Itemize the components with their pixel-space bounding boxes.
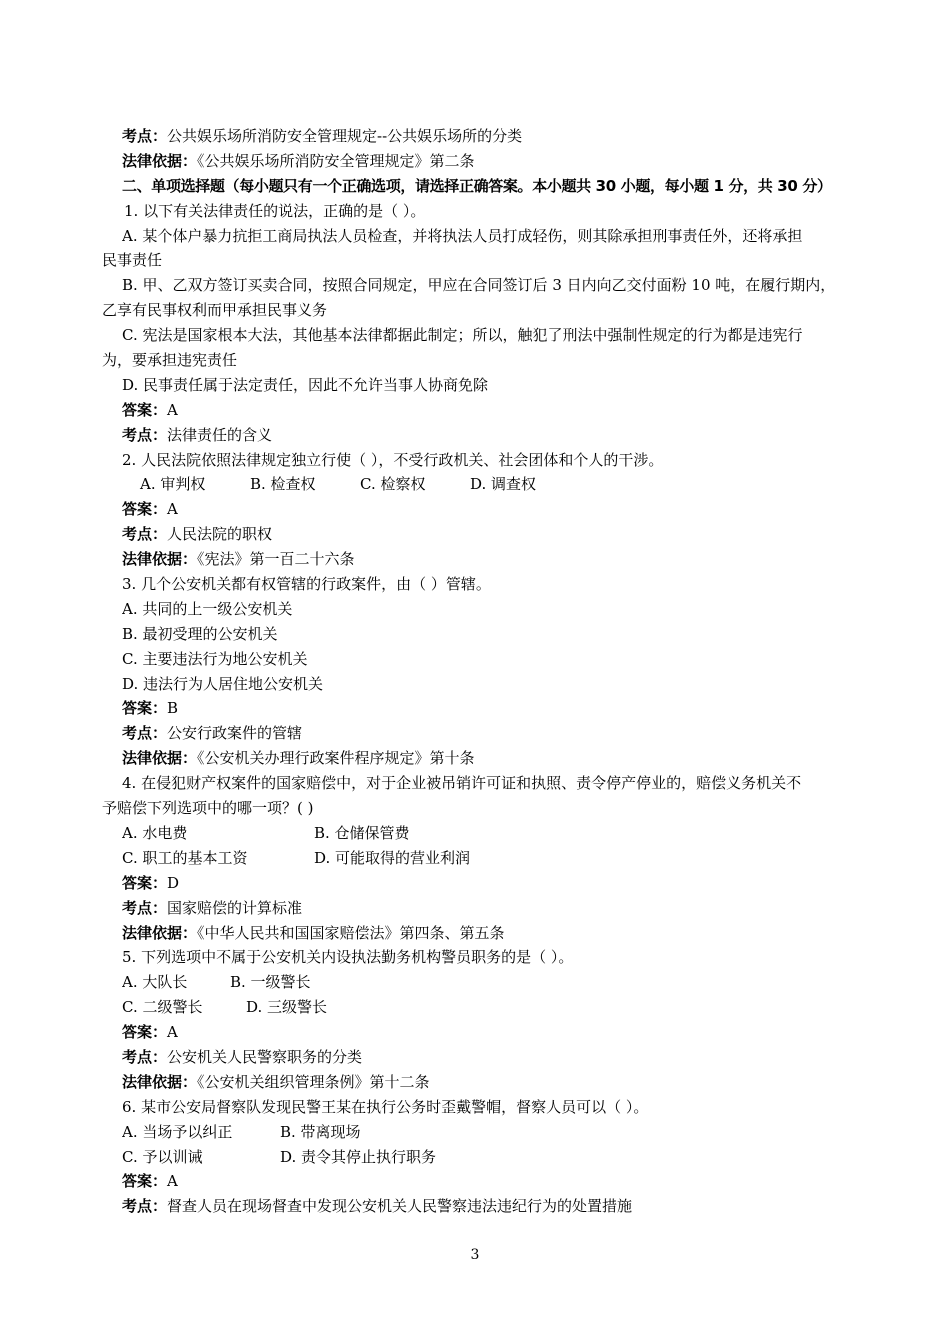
q4-law (122, 921, 864, 946)
q4-option-d: D. 可能取得的营业利润 (314, 848, 471, 867)
kd-label: 考点： (122, 724, 168, 743)
answer-value: A (167, 500, 178, 519)
q1-kd (122, 423, 864, 448)
kd-label: 考点： (122, 1047, 168, 1066)
q6-option-a: A. 当场予以纠正 (122, 1122, 233, 1141)
answer-label: 答案： (122, 1023, 168, 1042)
q6-option-b: B. 带离现场 (280, 1122, 361, 1141)
q2-option-c: C. 检察权 (360, 475, 426, 494)
q1-option-d: D. 民事责任属于法定责任，因此不允许当事人协商免除 (122, 375, 489, 394)
answer-label: 答案： (122, 1172, 168, 1191)
section-heading: 二、单项选择题（每小题只有一个正确选项，请选择正确答案。本小题共 30 小题，每小题 1 分，共 30 分） (122, 176, 832, 195)
page-number: 3 (470, 1247, 480, 1263)
kd-text: 国家赔偿的计算标准 (167, 898, 303, 917)
q6-answer (122, 1169, 864, 1194)
kd-text: 公安行政案件的管辖 (167, 724, 303, 743)
q4-options-row2 (122, 846, 864, 871)
q5-kd (122, 1045, 864, 1070)
kd-label: 考点： (122, 1197, 168, 1216)
q6-kd (122, 1194, 864, 1219)
law-text: 《公安机关办理行政案件程序规定》第十条 (197, 749, 475, 768)
kd-text: 法律责任的含义 (167, 425, 273, 444)
question-4-line1: 4. 在侵犯财产权案件的国家赔偿中，对于企业被吊销许可证和执照、责令停产停业的，赔偿义务机关不 (122, 774, 802, 793)
kd-label: 考点： (122, 127, 168, 145)
q2-options (122, 472, 864, 497)
q5-option-a: A. 大队长 (122, 973, 188, 992)
q4-options-row1 (122, 821, 864, 846)
q1-option-c-line1: C. 宪法是国家根本大法，其他基本法律都据此制定；所以，触犯了刑法中强制性规定的行为都是违宪行 (122, 326, 803, 345)
kd-text: 督查人员在现场督查中发现公安机关人民警察违法违纪行为的处置措施 (167, 1197, 633, 1216)
law-label: 法律依据： (122, 151, 198, 170)
law-label: 法律依据： (122, 923, 198, 942)
answer-value: A (167, 1172, 178, 1191)
q4-option-a: A. 水电费 (122, 823, 188, 842)
q2-law (122, 547, 864, 572)
q1-option-a-line1: A. 某个体户暴力抗拒工商局执法人员检查，并将执法人员打成轻伤，则其除承担刑事责任外，还将承担 (122, 226, 803, 245)
q5-law (122, 1070, 864, 1095)
page-content (102, 124, 864, 1219)
kd-label: 考点： (122, 525, 168, 544)
answer-label: 答案： (122, 873, 168, 892)
q5-option-b: B. 一级警长 (230, 973, 311, 992)
q2-kd (122, 522, 864, 547)
kd-label: 考点： (122, 898, 168, 917)
kd-text: 人民法院的职权 (167, 525, 273, 544)
q4-kd (122, 896, 864, 921)
q5-options-row2 (122, 995, 864, 1020)
answer-value: A (167, 1023, 178, 1042)
q4-option-b: B. 仓储保管费 (314, 823, 410, 842)
q4-option-c: C. 职工的基本工资 (122, 848, 248, 867)
q3-option-c: C. 主要违法行为地公安机关 (122, 649, 308, 668)
kd-label: 考点： (122, 425, 168, 444)
q1-option-b-line1: B. 甲、乙双方签订买卖合同，按照合同规定，甲应在合同签订后 3 日内向乙交付面粉 10 吨，在履行期内， (122, 276, 836, 295)
q6-options-row1 (122, 1120, 864, 1145)
q1-answer (122, 398, 864, 423)
q1-option-b-line2: 乙享有民事权利而甲承担民事义务 (102, 301, 328, 320)
q3-option-d: D. 违法行为人居住地公安机关 (122, 674, 324, 693)
law-text: 《中华人民共和国国家赔偿法》第四条、第五条 (197, 923, 505, 942)
q2-option-a: A. 审判权 (140, 475, 206, 494)
q2-answer (122, 497, 864, 522)
question-2: 2. 人民法院依照法律规定独立行使（ ），不受行政机关、社会团体和个人的干涉。 (122, 450, 664, 469)
q1-option-c-line2: 为，要承担违宪责任 (102, 351, 238, 370)
question-3: 3. 几个公安机关都有权管辖的行政案件，由（ ）管辖。 (122, 575, 491, 594)
answer-value: B (167, 699, 179, 718)
q1-option-a-line2: 民事责任 (102, 251, 163, 270)
answer-label: 答案： (122, 400, 168, 419)
q4-answer (122, 871, 864, 896)
kd-line (122, 124, 864, 149)
question-4-line2: 予赔偿下列选项中的哪一项？( ) (102, 799, 314, 818)
answer-value: D (167, 873, 180, 892)
law-text: 《宪法》第一百二十六条 (197, 550, 355, 569)
q3-law (122, 746, 864, 771)
q3-answer (122, 696, 864, 721)
answer-label: 答案： (122, 500, 168, 519)
q3-option-b: B. 最初受理的公安机关 (122, 624, 278, 643)
kd-text: 公安机关人民警察职务的分类 (167, 1047, 363, 1066)
q6-option-d: D. 责令其停止执行职务 (280, 1147, 437, 1166)
law-label: 法律依据： (122, 1072, 198, 1091)
law-text: 《公安机关组织管理条例》第十二条 (197, 1072, 430, 1091)
law-label: 法律依据： (122, 749, 198, 768)
q5-answer (122, 1020, 864, 1045)
q6-options-row2 (122, 1145, 864, 1170)
law-label: 法律依据： (122, 550, 198, 569)
q5-option-d: D. 三级警长 (246, 998, 328, 1017)
question-1: 1. 以下有关法律责任的说法，正确的是（ ）。 (124, 201, 426, 220)
law-line (122, 149, 864, 174)
question-6: 6. 某市公安局督察队发现民警王某在执行公务时歪戴警帽，督察人员可以（ ）。 (122, 1097, 649, 1116)
answer-value: A (167, 400, 178, 419)
question-5: 5. 下列选项中不属于公安机关内设执法勤务机构警员职务的是（ ）。 (122, 948, 574, 967)
q6-option-c: C. 予以训诫 (122, 1147, 203, 1166)
kd-text: 公共娱乐场所消防安全管理规定--公共娱乐场所的分类 (167, 127, 523, 145)
q2-option-d: D. 调查权 (470, 475, 537, 494)
law-text: 《公共娱乐场所消防安全管理规定》第二条 (197, 151, 475, 170)
q2-option-b: B. 检查权 (250, 475, 316, 494)
q5-option-c: C. 二级警长 (122, 998, 203, 1017)
q3-kd (122, 721, 864, 746)
answer-label: 答案： (122, 699, 168, 718)
q3-option-a: A. 共同的上一级公安机关 (122, 599, 293, 618)
q5-options-row1 (122, 970, 864, 995)
